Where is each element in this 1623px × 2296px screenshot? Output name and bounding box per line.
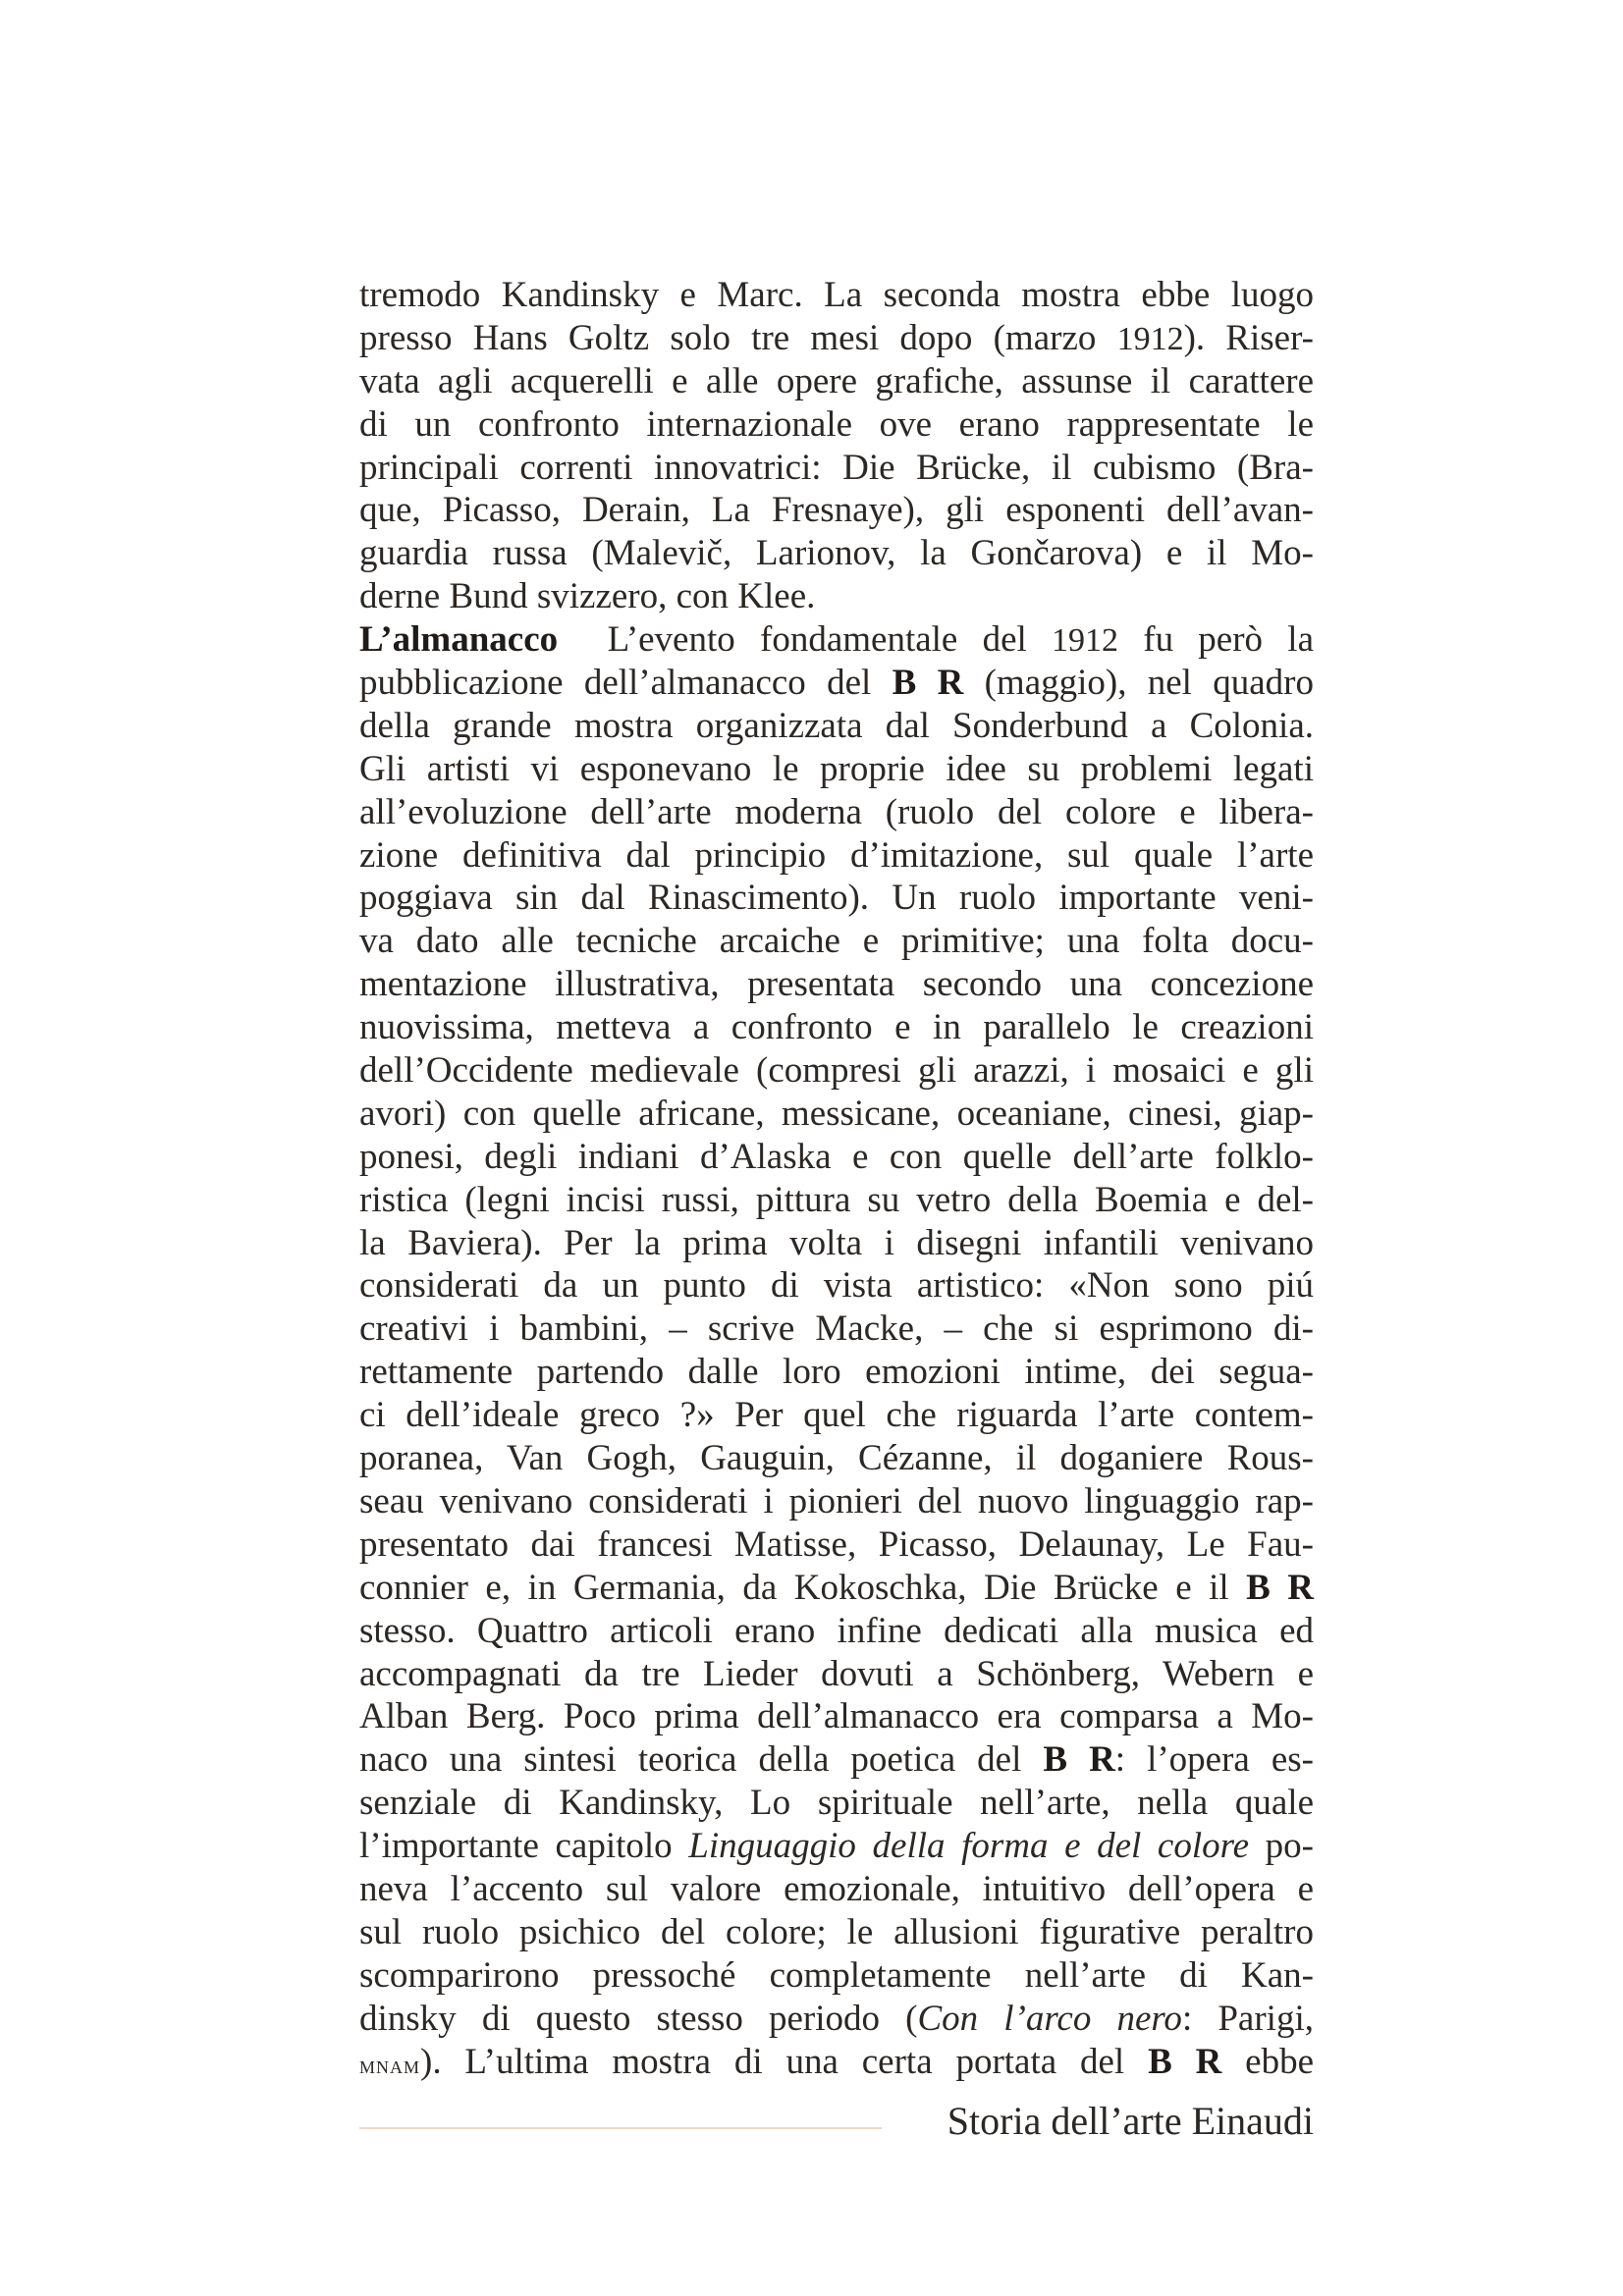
bold-term: B R <box>1246 1567 1314 1608</box>
text-run: considerati da un punto di vista artistico: «Non sono piú <box>359 1265 1314 1307</box>
footer-title: Storia dell’arte Einaudi <box>947 2099 1314 2143</box>
text-run: ristica (legni incisi russi, pittura su vetro della Boemia e del- <box>359 1179 1314 1220</box>
text-run: presso Hans Goltz solo tre mesi dopo (marzo <box>359 317 1117 358</box>
text-line <box>359 1049 1314 1093</box>
text-run: avori) con quelle africane, messicane, oceaniane, cinesi, giap- <box>359 1093 1314 1134</box>
text-run: scomparirono pressoché completamente nell’arte di Kan- <box>359 1954 1314 1996</box>
text-run: all’evoluzione dell’arte moderna (ruolo del colore e libera- <box>359 791 1314 832</box>
text-run: ponesi, degli indiani d’Alaska e con quelle dell’arte folklo- <box>359 1136 1314 1177</box>
text-line <box>359 1695 1314 1738</box>
text-run: derne Bund svizzero, con Klee. <box>359 576 816 617</box>
text-run: senziale di Kandinsky, Lo spirituale nell’arte, nella quale <box>359 1783 1314 1824</box>
text-line <box>359 1179 1314 1222</box>
italic-title: Linguaggio della forma e del colore <box>688 1826 1250 1867</box>
text-run: po- <box>1249 1826 1314 1867</box>
numeral: 1912 <box>1116 320 1184 357</box>
text-line <box>359 748 1314 791</box>
text-run: principali correnti innovatrici: Die Brücke, il cubismo (Bra- <box>359 447 1314 488</box>
text-run: la Baviera). Per la prima volta i disegni infantili venivano <box>359 1222 1314 1263</box>
text-run: va dato alle tecniche arcaiche e primitive; una folta docu- <box>359 921 1314 962</box>
text-run: ). Riser- <box>1183 317 1314 358</box>
text-line <box>359 1738 1314 1782</box>
text-run: naco una sintesi teorica della poetica del <box>359 1739 1044 1781</box>
text-line <box>359 1954 1314 1998</box>
text-run: ci dell’ideale greco ?» Per quel che riguarda l’arte contem- <box>359 1395 1314 1436</box>
text-line <box>359 1911 1314 1954</box>
text-line <box>359 1610 1314 1653</box>
text-line <box>359 1437 1314 1480</box>
text-run: que, Picasso, Derain, La Fresnaye), gli esponenti dell’avan- <box>359 490 1314 531</box>
footer-rule <box>359 2127 882 2129</box>
text-line <box>359 1006 1314 1049</box>
text-run: dinsky di questo stesso periodo ( <box>359 1998 918 2039</box>
text-run: poggiava sin dal Rinascimento). Un ruolo importante veni- <box>359 878 1314 919</box>
bold-term: B R <box>892 663 964 704</box>
text-line <box>359 834 1314 878</box>
text-line <box>359 575 1314 618</box>
text-line <box>359 1653 1314 1696</box>
text-run: fu però la <box>1118 619 1314 661</box>
text-run: di un confronto internazionale ove erano rappresentate le <box>359 403 1314 445</box>
italic-title: Con l’arco nero <box>917 1998 1182 2039</box>
numeral: 1912 <box>1052 622 1119 660</box>
text-line <box>359 1264 1314 1308</box>
text-line <box>359 877 1314 920</box>
text-line <box>359 963 1314 1006</box>
text-line <box>359 1868 1314 1911</box>
text-run: connier e, in Germania, da Kokoschka, Die Brücke e il <box>359 1567 1247 1608</box>
text-line <box>359 1825 1314 1868</box>
text-line <box>359 662 1314 705</box>
text-line <box>359 705 1314 748</box>
text-run: stesso. Quattro articoli erano infine dedicati alla musica ed <box>359 1610 1314 1651</box>
text-line <box>359 1136 1314 1179</box>
text-run: Gli artisti vi esponevano le proprie idee su problemi legati <box>359 748 1314 789</box>
small-caps-abbrev: mnam <box>359 2050 421 2079</box>
text-line <box>359 1567 1314 1610</box>
text-line <box>359 1093 1314 1136</box>
text-run: Alban Berg. Poco prima dell’almanacco era comparsa a Mo- <box>359 1696 1314 1737</box>
text-line <box>359 920 1314 963</box>
text-line <box>359 360 1314 403</box>
text-run: guardia russa (Malevič, Larionov, la Gončarova) e il Mo- <box>359 533 1314 574</box>
text-line <box>359 1394 1314 1437</box>
text-run: zione definitiva dal principio d’imitazione, sul quale l’arte <box>359 834 1314 876</box>
bold-term: B R <box>1043 1739 1115 1781</box>
text-run: accompagnati da tre Lieder dovuti a Schönberg, Webern e <box>359 1653 1314 1694</box>
text-line <box>359 532 1314 575</box>
text-run: nuovissima, metteva a confronto e in parallelo le creazioni <box>359 1007 1314 1048</box>
text-line <box>359 447 1314 490</box>
text-run: vata agli acquerelli e alle opere grafiche, assunse il carattere <box>359 360 1314 401</box>
text-line <box>359 791 1314 834</box>
text-run: L’evento fondamentale del <box>558 619 1053 661</box>
text-line <box>359 489 1314 532</box>
text-line <box>359 1222 1314 1265</box>
text-line <box>359 618 1314 662</box>
bold-term: L’almanacco <box>359 619 559 661</box>
text-run: tremodo Kandinsky e Marc. La seconda mostra ebbe luogo <box>359 275 1314 315</box>
text-run: dell’Occidente medievale (compresi gli arazzi, i mosaici e gli <box>359 1050 1314 1092</box>
text-line <box>359 1998 1314 2041</box>
text-run: della grande mostra organizzata dal Sonderbund a Colonia. <box>359 705 1314 746</box>
text-line <box>359 1351 1314 1394</box>
text-line <box>359 1480 1314 1523</box>
text-run: : l’opera es- <box>1114 1739 1314 1781</box>
text-line <box>359 1782 1314 1825</box>
text-line <box>359 274 1314 317</box>
text-run: l’importante capitolo <box>359 1826 689 1867</box>
text-line <box>359 403 1314 447</box>
text-run: seau venivano considerati i pionieri del nuovo linguaggio rap- <box>359 1480 1314 1522</box>
text-run: : Parigi, <box>1181 1998 1314 2039</box>
text-line <box>359 317 1314 360</box>
text-run: mentazione illustrativa, presentata secondo una concezione <box>359 964 1314 1005</box>
text-line <box>359 2041 1314 2084</box>
body-text <box>359 274 1314 2082</box>
text-run: (maggio), nel quadro <box>963 663 1314 704</box>
text-line <box>359 1523 1314 1567</box>
text-run: creativi i bambini, – scrive Macke, – che si esprimono di- <box>359 1308 1314 1350</box>
text-run: ). L’ultima mostra di una certa portata del <box>420 2041 1149 2082</box>
text-run: neva l’accento sul valore emozionale, intuitivo dell’opera e <box>359 1868 1314 1909</box>
bold-term: B R <box>1148 2041 1222 2082</box>
text-run: poranea, Van Gogh, Gauguin, Cézanne, il doganiere Rous- <box>359 1438 1314 1479</box>
text-run: sul ruolo psichico del colore; le allusioni figurative peraltro <box>359 1911 1314 1952</box>
text-run: rettamente partendo dalle loro emozioni intime, dei segua- <box>359 1352 1314 1393</box>
text-line <box>359 1308 1314 1351</box>
text-run: ebbe <box>1221 2041 1314 2082</box>
text-run: pubblicazione dell’almanacco del <box>359 663 893 704</box>
text-run: presentato dai francesi Matisse, Picasso, Delaunay, Le Fau- <box>359 1523 1314 1565</box>
